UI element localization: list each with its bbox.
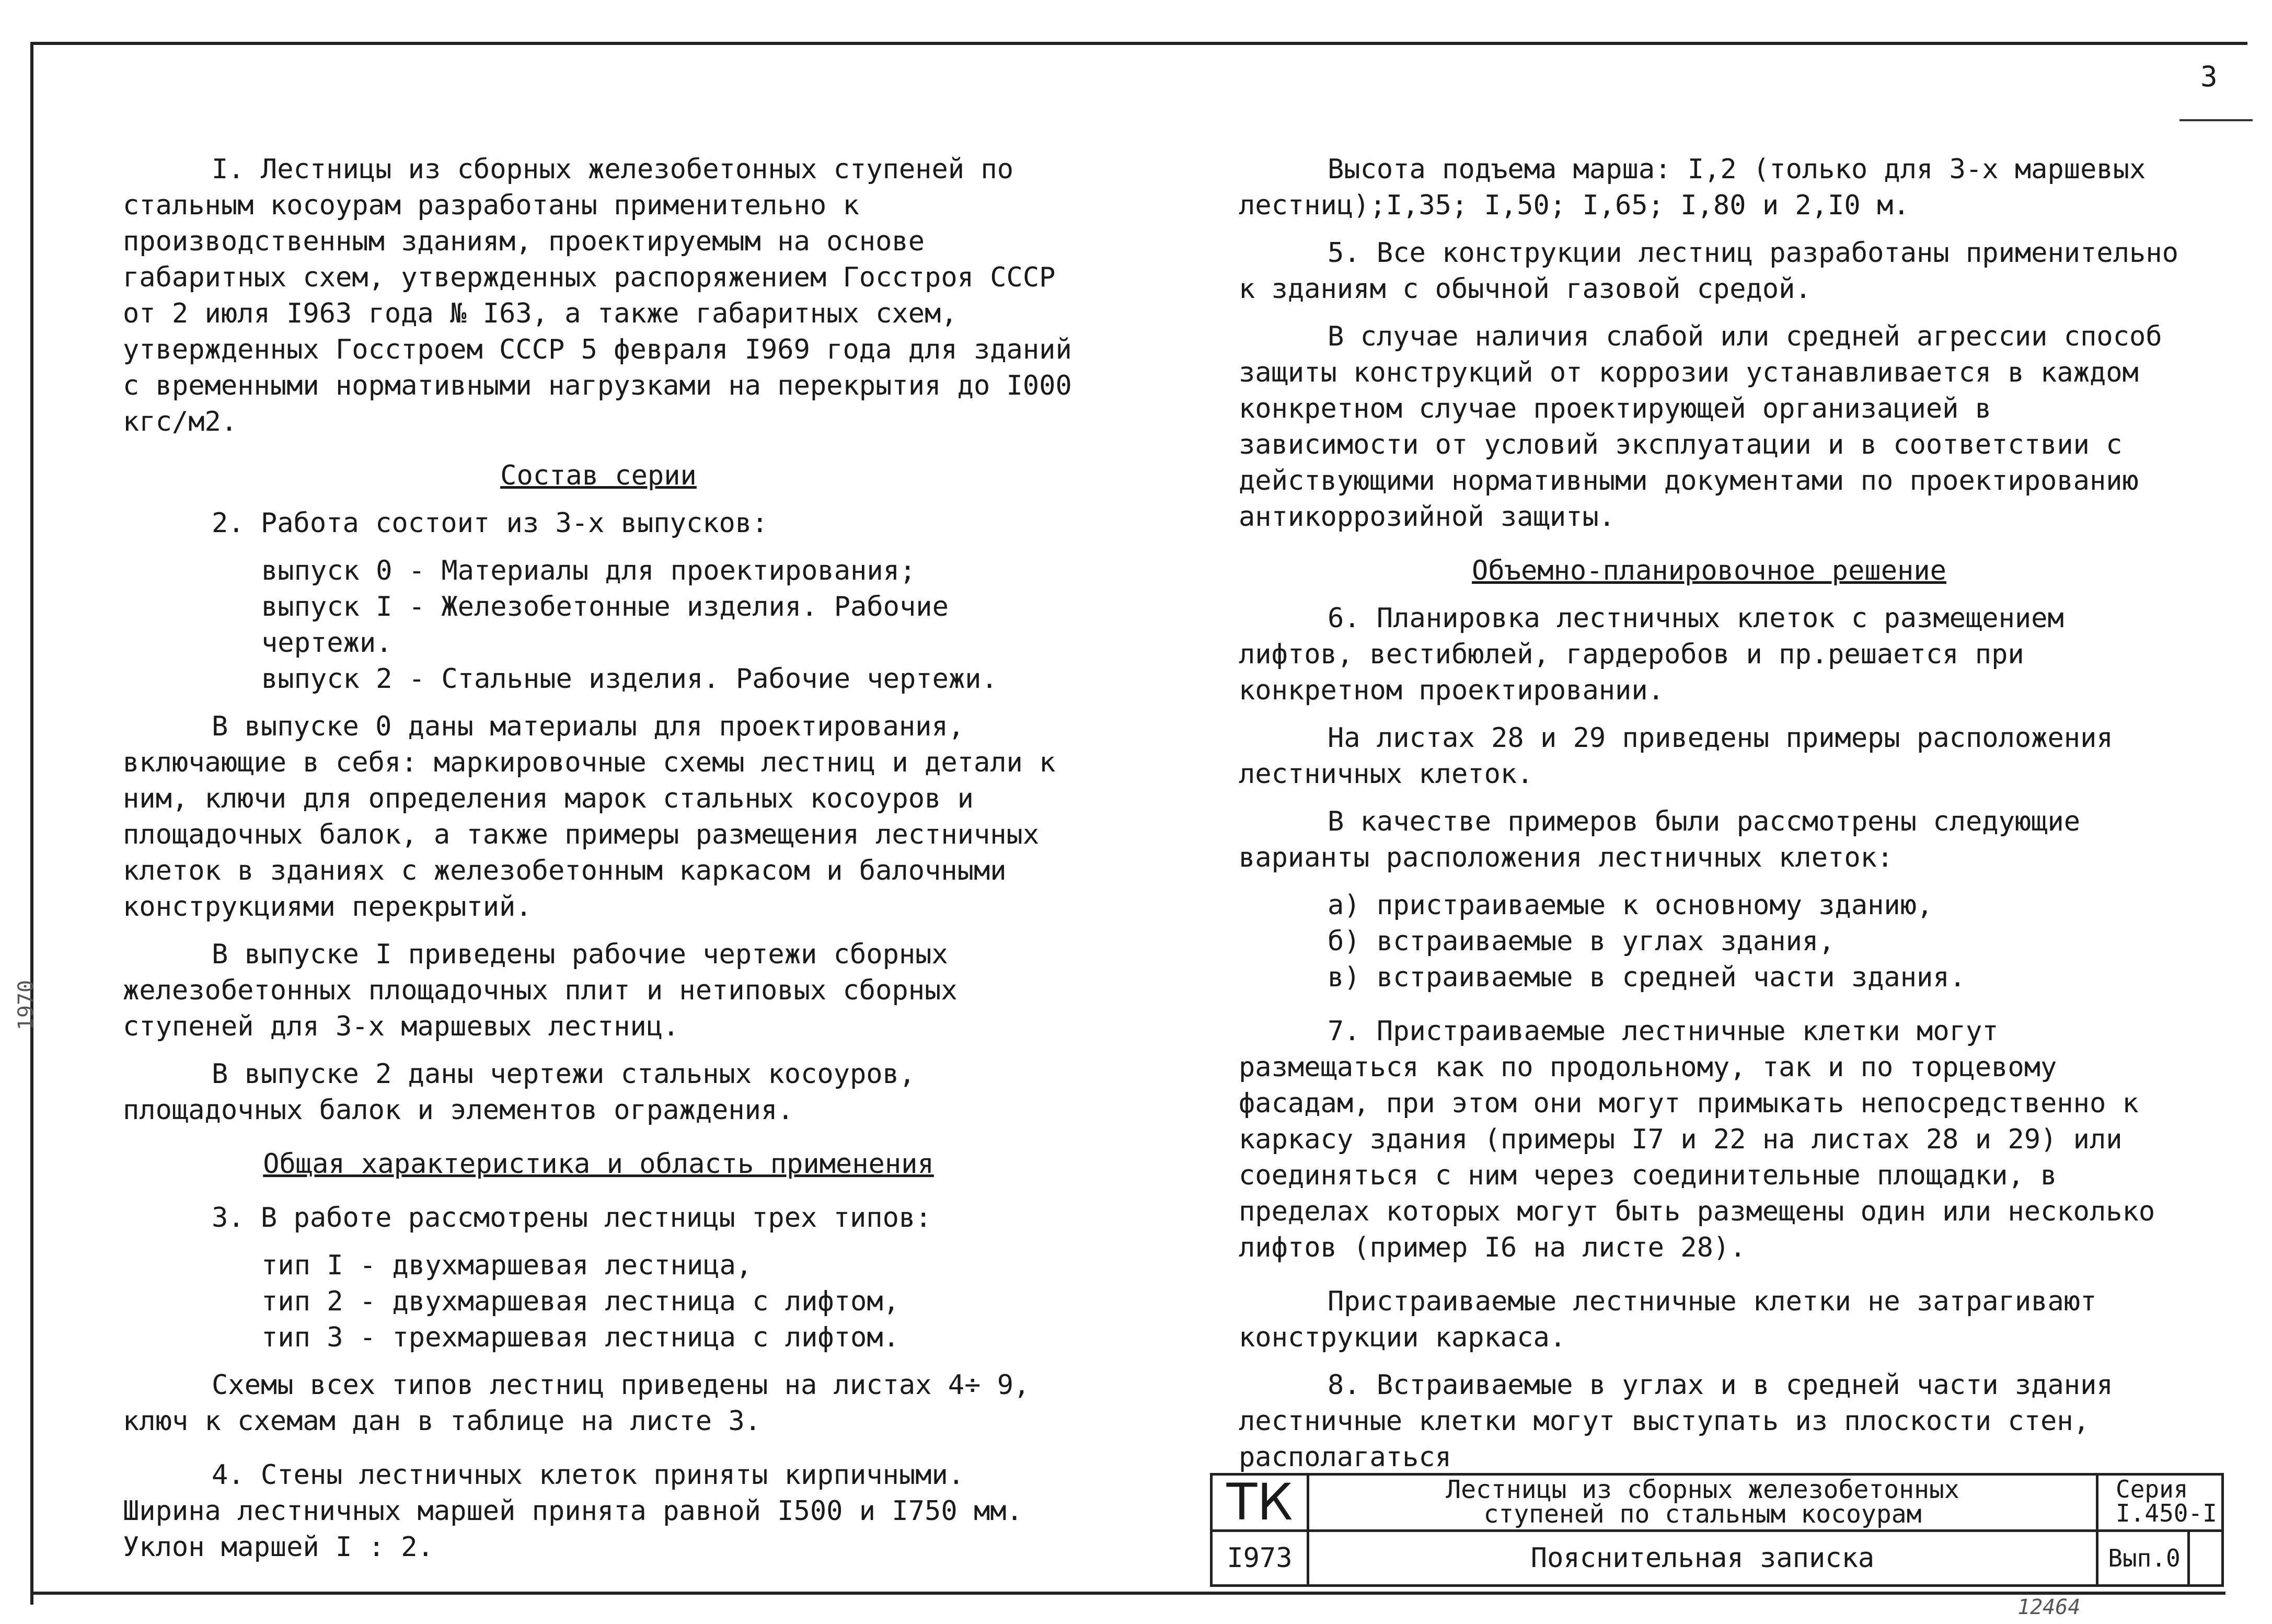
page-number-rule — [2179, 119, 2253, 121]
type-3-item: тип 3 - трехмаршевая лестница с лифтом. — [261, 1322, 899, 1353]
right-column — [1239, 152, 2179, 1476]
document-title-line-2: ступеней по стальным косоурам — [1483, 1500, 1922, 1529]
paragraph-4a: 4. Стены лестничных клеток приняты кирпичными. — [212, 1459, 965, 1491]
type-2-item: тип 2 - двухмаршевая лестница с лифтом, — [261, 1286, 899, 1317]
paragraph-6: 6. Планировка лестничных клеток с размещением лифтов, вестибюлей, гардеробов и пр.решается при конкретном проектировании. — [1239, 603, 2064, 706]
paragraph-2: 2. Работа состоит из 3-х выпусков: — [212, 508, 768, 539]
series-code: I.450-I — [2116, 1499, 2217, 1527]
sheet-title: Пояснительная записка — [1530, 1542, 1875, 1574]
variant-c-item: в) встраиваемые в средней части здания. — [1328, 962, 1966, 993]
document-title — [1309, 1475, 2096, 1529]
frame-left-border — [30, 42, 33, 1605]
frame-top-border — [31, 42, 2247, 45]
series-label: Серия — [2116, 1475, 2188, 1503]
variant-b-item: б) встраиваемые в углах здания, — [1328, 926, 1835, 957]
paragraph-1: I. Лестницы из сборных железобетонных ступеней по стальным косоурам разработаны применительно к производственным зданиям, проектируемым на основе габаритных схем, утвержденных распоряжением Госстроя СССР от 2 июля I963 года № I63, а также габаритных схем, утвержденных Госстроем СССР 5 февраля I969 года для зданий с временными нормативными нагрузками на перекрытия до I000 кгс/м2. — [123, 154, 1072, 437]
paragraph-aggression: В случае наличия слабой или средней агрессии способ защиты конструкций от коррозии устанавливается в каждом конкретном случае проектирующей организацией в зависимости от условий эксплуатации и в соответствии с действующими нормативными документами по проектированию антикоррозийной защиты. — [1239, 321, 2162, 533]
paragraph-issue-0: В выпуске 0 даны материалы для проектирования, включающие в себя: маркировочные схемы лестниц и детали к ним, ключи для определения марок стальных косоуров и площадочных балок, а также примеры размещения лестничных клеток в зданиях с железобетонным каркасом и балочными конструкциями перекрытий. — [123, 711, 1056, 923]
left-column — [123, 152, 1074, 1565]
document-title-line-1: Лестницы из сборных железобетонных — [1446, 1475, 1959, 1504]
paragraph-7: 7. Пристраиваемые лестничные клетки могут размещаться как по продольному, так и по торцевому фасадам, при этом они могут примыкать непосредственно к каркасу здания (примеры I7 и 22 на листах 28 и 29) или соединяться с ним через соединительные площадки, в пределах которых могут быть размещены один или несколько лифтов (пример I6 на листе 28). — [1239, 1016, 2155, 1263]
paragraph-issue-1: В выпуске I приведены рабочие чертежи сборных железобетонных площадочных плит и нетиповых сборных ступеней для 3-х маршевых лестниц. — [123, 939, 958, 1042]
inventory-number: 12464 — [2017, 1595, 2081, 1619]
paragraph-4b: Ширина лестничных маршей принята равной I500 и I750 мм. — [123, 1495, 1023, 1527]
title-block — [1210, 1473, 2224, 1587]
paragraph-8: 8. Встраиваемые в углах и в средней части здания лестничные клетки могут выступать из плоскости стен, располагаться — [1239, 1369, 2113, 1473]
issue-1-item: выпуск I - Железобетонные изделия. Рабочие чертежи. — [261, 591, 949, 659]
paragraph-issue-2: В выпуске 2 даны чертежи стальных косоуров, площадочных балок и элементов ограждения. — [123, 1058, 916, 1126]
variant-a-item: а) пристраиваемые к основному зданию, — [1328, 890, 1933, 921]
issue-2-item: выпуск 2 - Стальные изделия. Рабочие чертежи. — [261, 663, 998, 695]
paragraph-4c: Уклон маршей I : 2. — [123, 1531, 434, 1563]
paragraph-height: Высота подъема марша: I,2 (только для 3-х маршевых лестниц);I,35; I,50; I,65; I,80 и 2,I0 м. — [1239, 154, 2146, 221]
type-1-item: тип I - двухмаршевая лестница, — [261, 1250, 753, 1281]
margin-stamp: 1970 — [14, 980, 38, 1031]
paragraph-3: 3. В работе рассмотрены лестницы трех типов: — [212, 1202, 932, 1234]
paragraph-schemes: Схемы всех типов лестниц приведены на листах 4÷ 9, ключ к схемам дан в таблице на листе 3. — [123, 1369, 1030, 1437]
title-block-vline-2 — [2096, 1476, 2098, 1584]
page-number: 3 — [2200, 60, 2218, 93]
heading-planning: Объемно-планировочное решение — [1472, 555, 1946, 586]
paragraph-5: 5. Все конструкции лестниц разработаны применительно к зданиям с обычной газовой средой. — [1239, 237, 2178, 305]
paragraph-sheets: На листах 28 и 29 приведены примеры расположения лестничных клеток. — [1239, 722, 2113, 790]
title-block-vline-3 — [2187, 1529, 2190, 1584]
frame-bottom-border — [30, 1592, 2225, 1595]
issue-number: Вып.0 — [2108, 1544, 2181, 1572]
tk-mark: ТК — [1226, 1473, 1293, 1531]
issue-0-item: выпуск 0 - Материалы для проектирования; — [261, 555, 916, 586]
paragraph-frame: Пристраиваемые лестничные клетки не затрагивают конструкции каркаса. — [1239, 1286, 2097, 1353]
heading-general: Общая характеристика и область применения — [263, 1148, 934, 1180]
paragraph-examples: В качестве примеров были рассмотрены следующие варианты расположения лестничных клеток: — [1239, 806, 2081, 873]
year: I973 — [1227, 1542, 1293, 1574]
heading-composition: Состав серии — [500, 460, 697, 491]
